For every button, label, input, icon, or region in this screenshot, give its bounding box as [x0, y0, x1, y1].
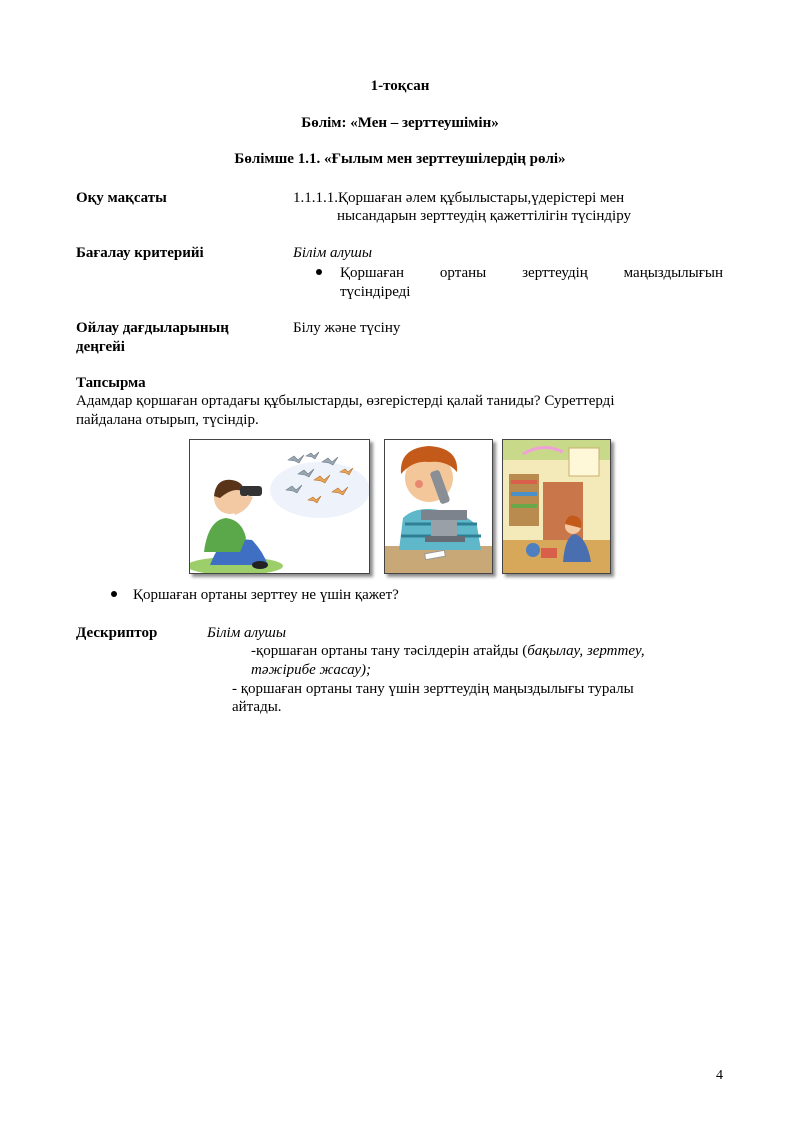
criteria-label: Бағалау критерийі [76, 245, 204, 261]
task-heading: Тапсырма [76, 375, 146, 391]
task-line1: Адамдар қоршаған ортадағы құбылыстарды, өзгерістерді қалай таниды? Суреттерді [76, 393, 615, 409]
question-text: Қоршаған ортаны зерттеу не үшін қажет? [133, 587, 399, 603]
descriptor-item2-line1: - қоршаған ортаны тану үшін зерттеудің маңыздылығы туралы [232, 681, 634, 697]
thinking-value: Білу және түсіну [293, 320, 401, 336]
criteria-bullet-icon [316, 269, 322, 275]
objective-line2: нысандарын зерттеудің қажеттілігін түсіндіру [337, 208, 631, 224]
descriptor-learner: Білім алушы [207, 625, 287, 641]
descriptor-item1 [251, 641, 645, 661]
subsection-heading: Бөлімше 1.1. «Ғылым мен зерттеушілердің рөлі» [234, 151, 566, 167]
descriptor-item1-italic2: тәжірибе жасау); [251, 662, 372, 678]
boy-binoculars-image [189, 439, 370, 574]
descriptor-label: Дескриптор [76, 625, 158, 641]
girl-classroom-image [502, 439, 611, 574]
descriptor-item1-plain: -қоршаған ортаны тану тәсілдерін атайды ( [251, 643, 528, 659]
descriptor-item1-italic: бақылау, зерттеу, [527, 643, 645, 659]
criteria-bullet-line2: түсіндіреді [340, 284, 411, 300]
criteria-bullet-line1: Қоршаған ортаны зерттеудің маңыздылығын [340, 265, 723, 281]
criteria-learner: Білім алушы [293, 245, 373, 261]
objective-label: Оқу мақсаты [76, 190, 167, 206]
section-heading: Бөлім: «Мен – зерттеушімін» [301, 115, 499, 131]
question-bullet-icon [111, 591, 117, 597]
quarter-heading: 1-тоқсан [370, 78, 430, 94]
page-number: 4 [716, 1068, 723, 1083]
descriptor-item2-line2: айтады. [232, 699, 282, 715]
objective-line1: 1.1.1.1.Қоршаған әлем құбылыстары,үдерістері мен [293, 190, 625, 206]
boy-microscope-image [384, 439, 493, 574]
thinking-label-line1: Ойлау дағдыларының [76, 320, 229, 336]
task-line2: пайдалана отырып, түсіндір. [76, 412, 259, 428]
thinking-label-line2: деңгейі [76, 339, 125, 355]
